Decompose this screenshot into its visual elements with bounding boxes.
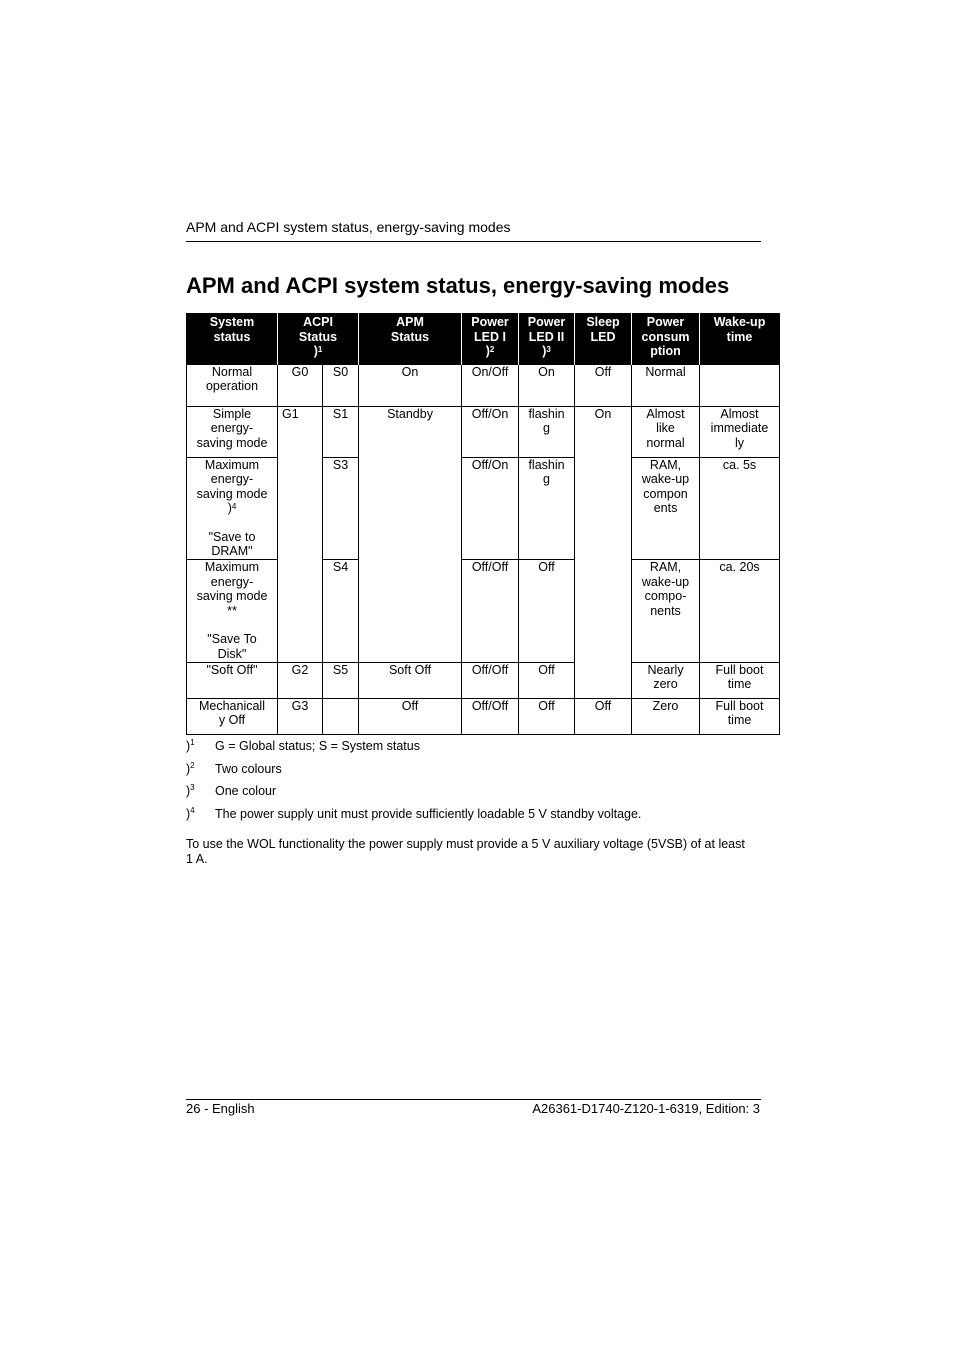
cell-global-status: G1: [278, 406, 323, 662]
header-wakeup-time: [700, 313, 780, 364]
cell-apm-status: Standby: [359, 406, 462, 662]
cell-system-state: S4: [323, 560, 359, 663]
running-header: APM and ACPI system status, energy-saving modes: [186, 219, 511, 235]
wol-note: To use the WOL functionality the power supply must provide a 5 V auxiliary voltage (5VSB) of at least 1 A.: [186, 837, 745, 866]
cell-power-led-2: On: [519, 364, 575, 406]
header-line: time: [726, 329, 753, 344]
cell-power-consumption: RAM, wake-up compo- nents: [632, 560, 700, 663]
cell-power-led-2: Off: [519, 662, 575, 698]
header-line: consum: [641, 329, 690, 344]
header-line: Status: [390, 329, 430, 344]
footnote-mark: )$^4$: [186, 805, 195, 821]
header-line: status: [213, 329, 251, 344]
cell-power-consumption: Normal: [632, 364, 700, 406]
header-system-status: [187, 313, 278, 364]
footnote-text: Two colours: [215, 761, 282, 776]
header-power-consumption: [632, 313, 700, 364]
cell-power-consumption: Almost like normal: [632, 406, 700, 457]
footnote-ref: 2: [489, 345, 495, 355]
cell-system-state: [323, 698, 359, 734]
cell-power-led-1: Off/Off: [462, 560, 519, 663]
cell-power-led-2: Off: [519, 560, 575, 663]
footnote-mark: )$^2$: [186, 760, 195, 776]
header-line: LED II: [528, 329, 565, 344]
header-line: Sleep: [586, 315, 620, 329]
header-line: )$^1$: [313, 344, 323, 359]
document-id: A26361-D1740-Z120-1-6319, Edition: 3: [532, 1101, 760, 1116]
header-acpi-status: [278, 313, 359, 364]
cell-system-status: Maximum energy- saving mode ** "Save To Disk": [187, 560, 278, 663]
cell-power-led-1: On/Off: [462, 364, 519, 406]
cell-apm-status: Off: [359, 698, 462, 734]
cell-sleep-led: Off: [575, 364, 632, 406]
cell-wakeup-time: Full boot time: [700, 698, 780, 734]
cell-wakeup-time: Almost immediate ly: [700, 406, 780, 457]
cell-system-state: S3: [323, 457, 359, 560]
header-line: Power: [646, 315, 685, 329]
header-power-led-1: [462, 313, 519, 364]
cell-power-led-1: Off/Off: [462, 662, 519, 698]
page-title: APM and ACPI system status, energy-saving modes: [186, 273, 730, 298]
header-power-led-2: [519, 313, 575, 364]
cell-power-consumption: Nearly zero: [632, 662, 700, 698]
cell-system-status: Normal operation: [187, 364, 278, 406]
table-row-save-to-dram: [187, 457, 780, 560]
header-line: )$^3$: [542, 344, 551, 359]
page-number: 26 - English: [186, 1101, 255, 1116]
cell-system-status: Mechanicall y Off: [187, 698, 278, 734]
cell-sleep-led: Off: [575, 698, 632, 734]
cell-power-consumption: Zero: [632, 698, 700, 734]
cell-system-status: Simple energy- saving mode: [187, 406, 278, 457]
cell-system-status: "Soft Off": [187, 662, 278, 698]
cell-wakeup-time: Full boot time: [700, 662, 780, 698]
header-line: )$^2$: [485, 344, 495, 359]
footnote-mark: )$^1$: [186, 738, 195, 753]
footnote-ref: 1: [317, 345, 323, 355]
footnote-text: One colour: [215, 784, 277, 798]
table-header-row: [187, 313, 780, 364]
cell-wakeup-time: [700, 364, 780, 406]
status-table: [186, 313, 780, 735]
footnote-ref: 3: [546, 345, 551, 355]
footnote-ref: 4: [231, 502, 237, 512]
cell-system-state: S1: [323, 406, 359, 457]
header-rule: [186, 241, 761, 242]
footer-rule: [186, 1099, 761, 1100]
header-line: System: [209, 315, 255, 329]
table-row-soft-off: [187, 662, 780, 698]
cell-power-led-2: Off: [519, 698, 575, 734]
header-line: LED: [590, 329, 616, 344]
footnote-mark: )$^3$: [186, 783, 195, 798]
cell-power-led-2: flashin g: [519, 406, 575, 457]
cell-wakeup-time: ca. 5s: [700, 457, 780, 560]
header-sleep-led: [575, 313, 632, 364]
header-line: ption: [650, 344, 681, 359]
header-line: LED I: [474, 329, 506, 344]
cell-sleep-led: On: [575, 406, 632, 698]
table-row-simple-energy-saving: [187, 406, 780, 457]
header-line: Wake-up: [713, 315, 766, 329]
cell-global-status: G2: [278, 662, 323, 698]
table-row-save-to-disk: [187, 560, 780, 663]
cell-global-status: G3: [278, 698, 323, 734]
cell-wakeup-time: ca. 20s: [700, 560, 780, 663]
header-line: Power: [527, 315, 566, 329]
cell-power-consumption: RAM, wake-up compon ents: [632, 457, 700, 560]
header-apm-status: [359, 313, 462, 364]
cell-power-led-1: Off/Off: [462, 698, 519, 734]
cell-system-state: S0: [323, 364, 359, 406]
cell-power-led-2: flashin g: [519, 457, 575, 560]
footnote-text: The power supply unit must provide sufficiently loadable 5 V standby voltage.: [215, 806, 642, 821]
cell-power-led-1: Off/On: [462, 406, 519, 457]
header-line: APM: [396, 315, 424, 329]
header-line: ACPI: [303, 315, 333, 329]
table-row-normal-operation: [187, 364, 780, 406]
footnote-text: G = Global status; S = System status: [215, 739, 420, 753]
cell-power-led-1: Off/On: [462, 457, 519, 560]
header-line: Status: [298, 329, 338, 344]
header-line: Power: [471, 315, 509, 329]
cell-system-status: Maximum energy- saving mode )$^4$ "Save to DRAM": [187, 457, 278, 560]
cell-apm-status: On: [359, 364, 462, 406]
cell-system-state: S5: [323, 662, 359, 698]
cell-global-status: G0: [278, 364, 323, 406]
table-row-mechanically-off: [187, 698, 780, 734]
cell-apm-status: Soft Off: [359, 662, 462, 698]
